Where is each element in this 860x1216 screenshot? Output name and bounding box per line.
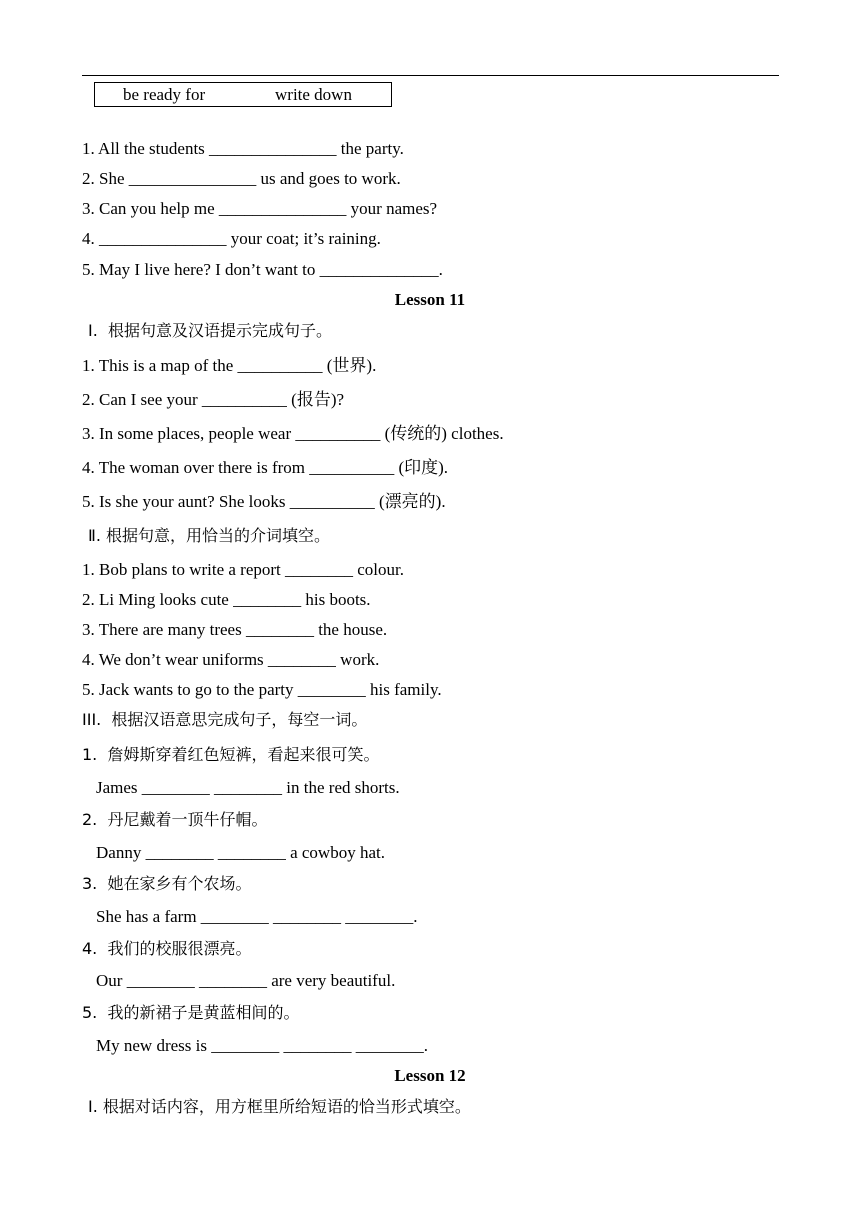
exercise-item: 1. All the students _______________ the party. [82, 139, 404, 158]
section-heading: Ⅱ. 根据句意，用恰当的介词填空。 [88, 526, 331, 545]
exercise-item: 3. There are many trees ________ the house. [82, 620, 388, 639]
chinese-prompt: 1. 詹姆斯穿着红色短裤，看起来很可笑。 [82, 745, 380, 764]
exercise-item: 5. Jack wants to go to the party ________ his family. [82, 680, 442, 699]
chinese-prompt: 2. 丹尼戴着一顶牛仔帽。 [82, 810, 268, 829]
phrase-be-ready-for: be ready for [123, 85, 206, 104]
exercise-item: 4. The woman over there is from __________ (印度). [82, 458, 449, 477]
exercise-item: Danny ________ ________ a cowboy hat. [96, 843, 385, 862]
chinese-prompt: 5. 我的新裙子是黄蓝相间的。 [82, 1003, 300, 1022]
exercise-item: She has a farm ________ ________ ________. [96, 907, 418, 926]
chinese-prompt: 4. 我们的校服很漂亮。 [82, 939, 252, 958]
phrase-box [94, 82, 392, 107]
exercise-item: Our ________ ________ are very beautiful. [96, 971, 396, 990]
exercise-item: 4. _______________ your coat; it’s raining. [82, 229, 381, 248]
exercise-item: 5. May I live here? I don’t want to ______________. [82, 260, 443, 279]
exercise-item: James ________ ________ in the red shorts. [96, 778, 400, 797]
exercise-item: 3. Can you help me _______________ your names? [82, 199, 438, 218]
exercise-item: 2. Can I see your __________ (报告)? [82, 390, 345, 409]
top-rule [82, 75, 779, 76]
exercise-item: 1. This is a map of the __________ (世界). [82, 356, 377, 375]
exercise-item: 4. We don’t wear uniforms ________ work. [82, 650, 380, 669]
exercise-item: 2. Li Ming looks cute ________ his boots. [82, 590, 371, 609]
section-heading: Ⅰ. 根据句意及汉语提示完成句子。 [88, 321, 332, 340]
exercise-item: 3. In some places, people wear __________ (传统的) clothes. [82, 424, 504, 443]
exercise-item: 5. Is she your aunt? She looks __________ (漂亮的). [82, 492, 446, 511]
exercise-item: 2. She _______________ us and goes to work. [82, 169, 401, 188]
phrase-write-down: write down [275, 85, 352, 104]
chinese-prompt: 3. 她在家乡有个农场。 [82, 874, 252, 893]
exercise-item: 1. Bob plans to write a report ________ colour. [82, 560, 405, 579]
exercise-item: My new dress is ________ ________ ________. [96, 1036, 428, 1055]
section-heading: Ⅰ. 根据对话内容，用方框里所给短语的恰当形式填空。 [88, 1097, 471, 1116]
section-heading: III. 根据汉语意思完成句子，每空一词。 [82, 710, 368, 729]
lesson-12-title: Lesson 12 [394, 1066, 466, 1085]
lesson-11-title: Lesson 11 [394, 290, 466, 309]
